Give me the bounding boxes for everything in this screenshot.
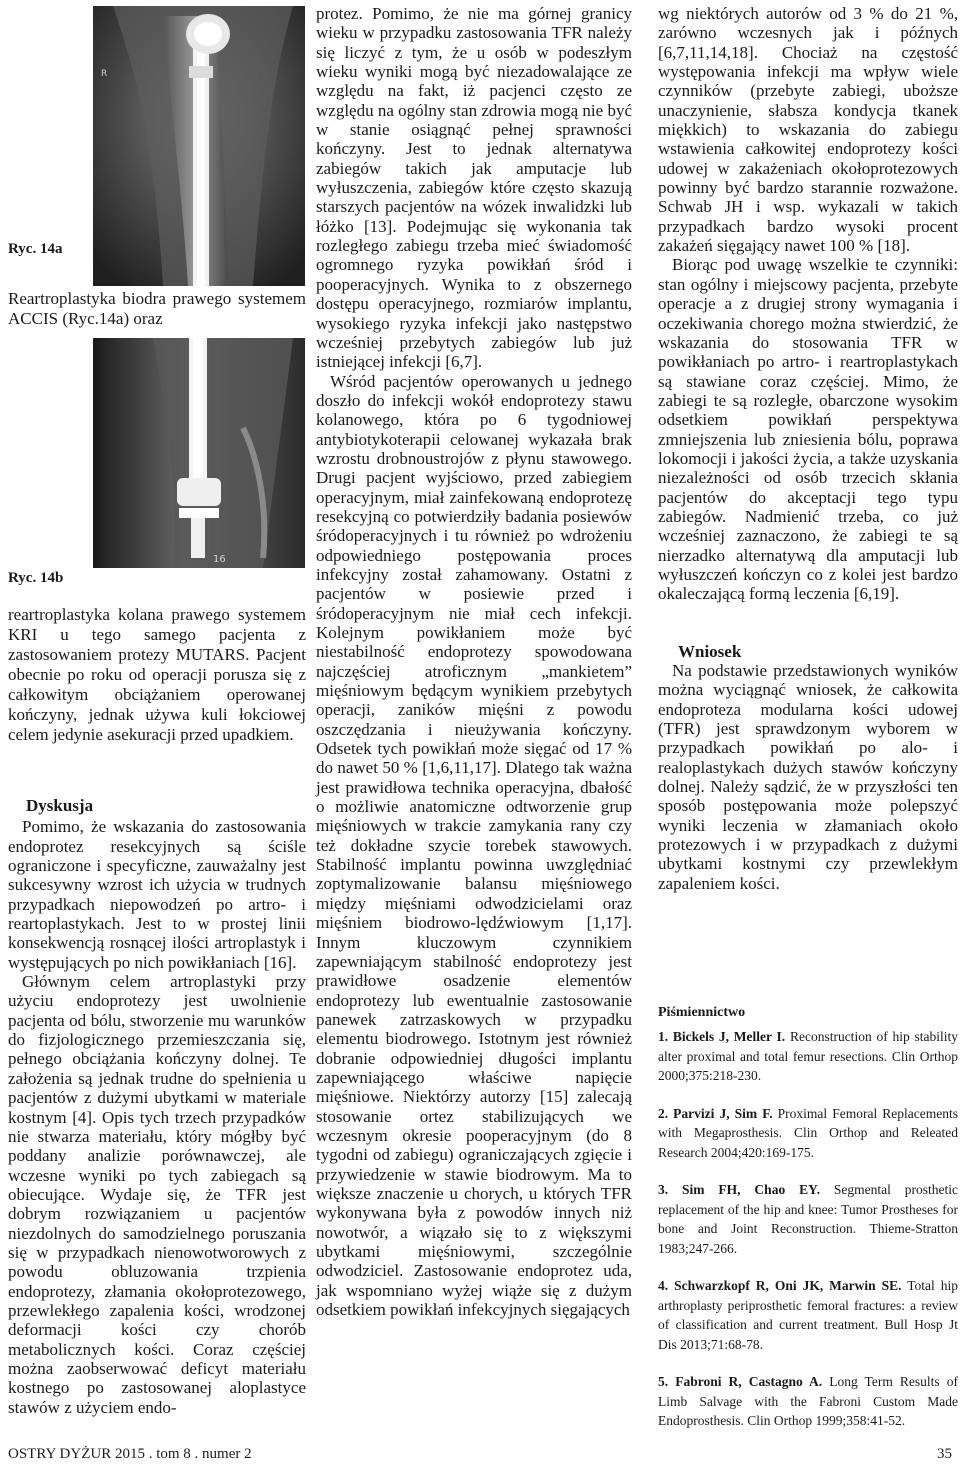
discussion-heading: Dyskusja [26, 796, 94, 815]
references-heading: Piśmiennictwo [658, 1005, 746, 1020]
xray-image-14b [93, 338, 305, 568]
reference-item [658, 1027, 958, 1086]
figure-caption-14b: reartroplastyka kolana prawego systemem KRI u tego samego pacjenta z zastosowaniem protezy MUTARS. Pacjent obecnie po roku od operacji porusza się z całkowitym obciążaniem operowanej kończyny, jednak używa kuli łokciowej celem jedynie asekuracji przed upadkiem. [8, 605, 306, 744]
discussion-paragraph: Pomimo, że wskazania do zastosowania endoprotez resekcyjnych są ściśle ograniczone i specyficzne, zauważalny jest sukcesywny wzrost ich użycia w trudnych przypadkach niepowodzeń po artro- i reartoplastykach. Jest to w prostej linii konsekwencją rosnącej ilości artroplastyk i występujących po nich powikłaniach [16]. [8, 817, 306, 972]
reference-item [658, 1180, 958, 1258]
references-section [658, 1005, 958, 1449]
journal-footer: OSTRY DYŻUR 2015 . tom 8 . numer 2 [8, 1446, 252, 1462]
reference-text: Reconstruction of hip stability alter proximal and total femur resections. Clin Orthop 2000;375:218-230. [658, 1029, 958, 1083]
figure-label-14b: Ryc. 14b [8, 570, 64, 586]
conclusion-paragraph: Na podstawie przedstawionych wyników można wyciągnąć wniosek, że całkowita endoproteza modularna kości udowej (TFR) jest sprawdzonym wyborem w przypadkach powikłań po alo- i realoplastykach dużych stawów kończyny dolnej. Należy sądzić, że w przyszłości ten sposób postępowania może polepszyć wyniki leczenia w złamaniach około protezowych i w przypadkach z dużymi ubytkami kostnymi czy przewlekłym zapaleniem kości. [658, 661, 958, 893]
reference-item [658, 1372, 958, 1431]
reference-authors: 2. Parvizi J, Sim F. [658, 1105, 773, 1121]
reference-text: Long Term Results of Limb Salvage with the Fabroni Custom Made Endoprosthesis. Clin Orthop 1999;358:41-52. [658, 1374, 958, 1428]
svg-text:R: R [101, 69, 108, 79]
conclusion-heading: Wniosek [678, 641, 742, 661]
reference-authors: 1. Bickels J, Meller I. [658, 1029, 786, 1044]
reference-authors: 4. Schwarzkopf R, Oni JK, Marwin SE. [658, 1278, 902, 1293]
middle-column [316, 4, 632, 1319]
figure-label-14a: Ryc. 14a [8, 241, 63, 257]
reference-text: Proximal Femoral Replacements with Megaprosthesis. Clin Orthop and Releated Research 2004;420:169-175. [658, 1105, 958, 1160]
discussion-section [8, 796, 306, 1417]
xray-marker: 16 [213, 554, 226, 565]
body-paragraph: Wśród pacjentów operowanych u jednego doszło do infekcji wokół endoprotezy stawu kolanowego, która po 6 tygodniowej antybiotykoterapii celowanej wykazała brak wzrostu drobnoustrojów z płynu stawowego. Drugi pacjent wyjściowo, przed zabiegiem operacyjnym, miał zainfekowaną endoprotezę resekcyjną co potwierdziły badania posiewów śródoperacyjnych i tu również po wdrożeniu odpowiedniego postępowania proces infekcyjny został zahamowany. Ostatni z pacjentów w posiewie przed i śródoperacyjnym nie miał cech infekcji. Kolejnym powikłaniem może być niestabilność endoprotezy spowodowana najczęściej atroficznym „mankietem” mięśniowym będącym wynikiem przebytych operacji, zaników mięśni z powodu oszczędzania i nieużywania kończyny. Odsetek tych powikłań może sięgać od 17 % do nawet 50 % [1,6,11,17]. Dlatego tak ważna jest prawidłowa technika operacyjna, dbałość o możliwie anatomiczne odtworzenie grup mięśniowych w trakcie zamykania rany czy też dokładne szycie torebek stawowych. Stabilność implantu powinna uwzględniać zoptymalizowanie balansu mięśniowego między mięśniami odwodzicielami oraz mięśniem biodrowo-lędźwiowym [1,17]. Innym kluczowym czynnikiem zapewniającym stabilność endoprotezy jest prawidłowe osadzenie elementów endoprotezy lub ewentualnie zastosowanie panewek zatrzaskowych w przypadku elementu biodrowego. Istotnym jest również dobranie odpowiedniej długości implantu zapewniającego właściwe napięcie mięśniowe. Niektórzy autorzy [15] zalecają stosowanie ortez stabilizujących we wczesnym okresie pooperacyjnym (do 8 tygodni od zabiegu) ograniczających zgięcie i przywiedzenie w stawie biodrowym. Ma to większe znaczenie u chorych, u których TFR wykonywana była z powodów innych niż nowotwór, a wiązało się to z większymi ubytkami mięśniowymi, szczególnie odwodziciel. Zastosowanie endoprotez uda, jak wspomniano wyżej wiąże się z dużym odsetkiem powikłań infekcyjnych sięgających [316, 371, 632, 1320]
reference-item [658, 1276, 958, 1354]
reference-text: Segmental prosthetic replacement of the hip and knee: Tumor Prostheses for bone and Joint Reconstruction. Thieme-Stratton 1983;247-266. [658, 1182, 958, 1256]
reference-authors: 3. Sim FH, Chao EY. [658, 1182, 820, 1197]
discussion-paragraph: Głównym celem artroplastyki przy użyciu endoprotezy jest uwolnienie pacjenta od bólu, stworzenie mu warunków do fizjologicznego przemieszczania się, pełnego obciążania kończyny dolnej. Te założenia są jednak trudne do spełnienia u pacjentów z dużymi ubytkami w materiale kostnym [4]. Opis tych trzech przypadków nie stwarza materiału, który mógłby być poddany analizie porównawczej, ale wczesne wyniki po tych zabiegach są obiecujące. Wydaje się, że TFR jest dobrym rozwiązaniem u pacjentów niezdolnych do samodzielnego poruszania się w przypadkach nienowotworowych z powodu obluzowania trzpienia endoprotezy, złamania okołoprotezowego, przewlekłego zapalenia kości, wrodzonej deformacji kości czy chorób metabolicznych kości. Coraz częściej można zaobserwować deficyt materiału kostnego po zastosowanej aloplastyce stawów z użyciem endo- [8, 972, 306, 1417]
right-column [658, 4, 958, 893]
figure-caption-14a: Reartroplastyka biodra prawego systemem ACCIS (Ryc.14a) oraz [8, 289, 306, 328]
reference-authors: 5. Fabroni R, Castagno A. [658, 1374, 823, 1389]
body-paragraph: wg niektórych autorów od 3 % do 21 %, zarówno wczesnych jak i późnych [6,7,11,14,18]. Chociaż na częstość występowania infekcji ma wpływ wiele czynników (przebyte zabiegi, uboższe unaczynienie, słabsza kondycja tkanek miękkich) to wskazania do zabiegu wstawienia całkowitej endoprotezy kości udowej w zakażeniach okołoprotezowych powinny być bardzo starannie rozważone. Schwab JH i wsp. wykazali w takich przypadkach bardzo wysoki procent zakażeń sięgający nawet 100 % [18]. [658, 4, 958, 256]
reference-text: Total hip arthroplasty periprosthetic femoral fractures: a review of classification and current treatment. Bull Hosp Jt Dis 2013;71:68-78. [658, 1278, 958, 1352]
xray-image-14a [93, 6, 305, 286]
body-paragraph: Biorąc pod uwagę wszelkie te czynniki: stan ogólny i miejscowy pacjenta, przebyte operacje a z drugiej strony wymagania i oczekiwania chorego można stwierdzić, że wskazania do stosowania TFR w powikłaniach po artro- i reartroplastykach są stawiane coraz częściej. Mimo, że zabiegi te są rozległe, obarczone wysokim odsetkiem powikłań perspektywa zmniejszenia lub zniesienia bólu, poprawa lokomocji i jakości życia, a także uzyskania niezależności od osób trzecich skłania pacjentów do akceptacji tego typu zabiegów. Nadmienić trzeba, co już wcześniej zaznaczono, że zabiegi te są nierzadko alternatywą dla amputacji lub wyłuszczeń kończyn co z kolei jest bardzo okaleczającą formą leczenia [6,19]. [658, 255, 958, 604]
reference-item [658, 1104, 958, 1163]
body-paragraph: protez. Pomimo, że nie ma górnej granicy wieku w przypadku zastosowania TFR należy się liczyć z tym, że u osób w podeszłym wieku wyniki mogą być niezadowalające ze względu na fakt, iż pacjenci często ze względu na ogólny stan zdrowia mogą nie być w stanie osiągnąć pełnej sprawności kończyny. Jest to jednak alternatywa zabiegów takich jak amputacje lub wyłuszczenia, zabiegów które często skazują starszych pacjentów na wózek inwalidzki lub łóżko [13]. Podejmując się wykonania tak rozległego zabiegu trzeba mieć świadomość ogromnego ryzyka powikłań śród i pooperacyjnych. Wynika to z obszernego dostępu operacyjnego, rozmiarów implantu, wysokiego ryzyka infekcji jako następstwo wcześniej przebytych zabiegów lub już istniejącej infekcji [6,7]. [316, 4, 632, 372]
page-number: 35 [937, 1446, 952, 1462]
